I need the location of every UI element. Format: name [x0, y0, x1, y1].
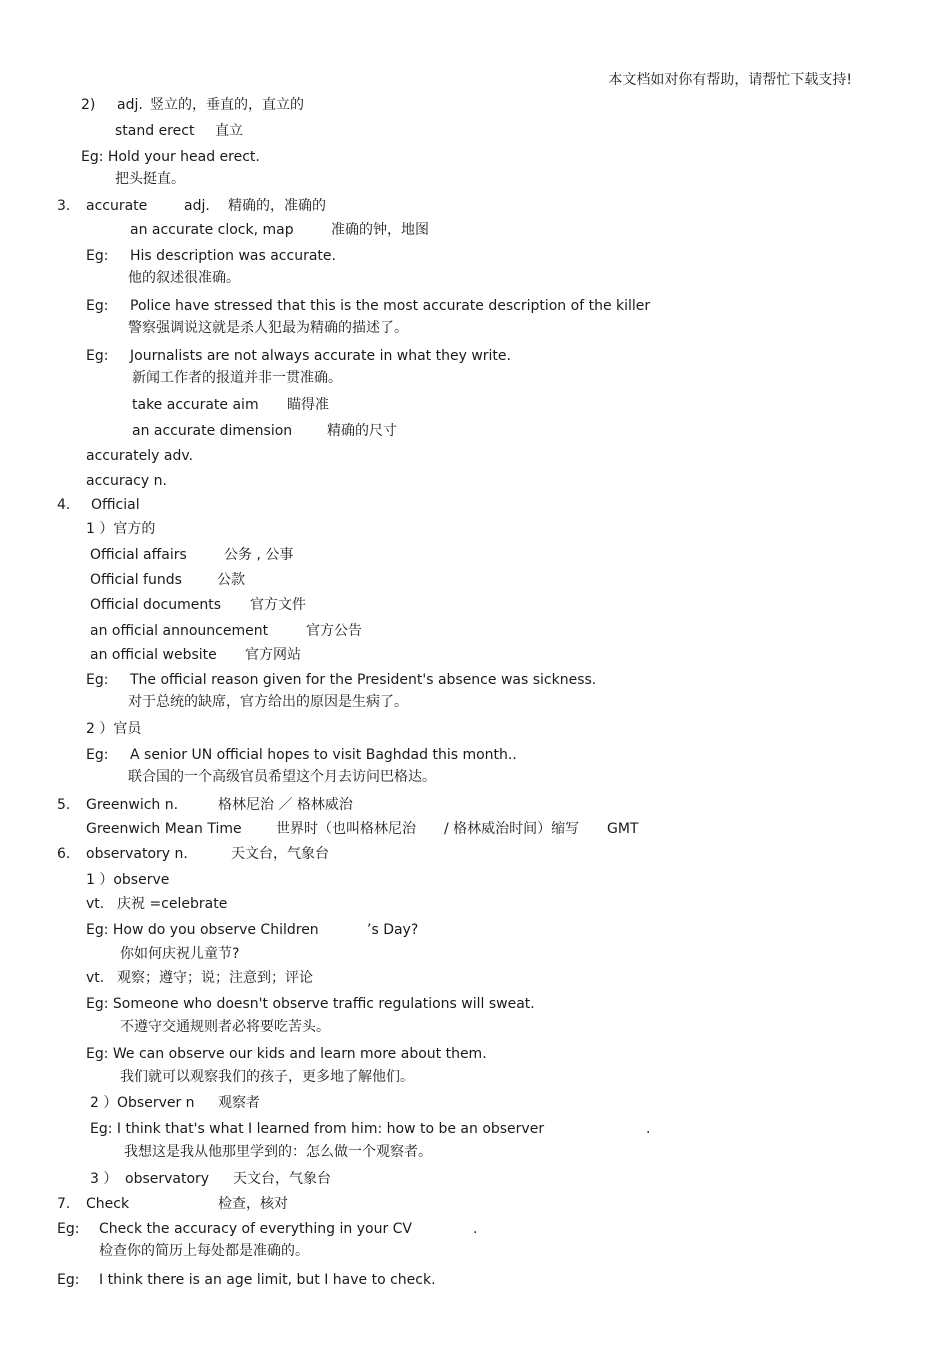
definition: 天文台，气象台 [231, 846, 329, 862]
item-number: 3. [57, 198, 71, 214]
example-translation: 你如何庆祝儿童节? [120, 946, 240, 962]
definition: 竖立的，垂直的，直立的 [150, 97, 304, 113]
item-number: 4. [57, 497, 71, 513]
example-sentence: Eg: I think that's what I learned from him: how to be an observer [90, 1121, 545, 1137]
example-translation: 对于总统的缺席，官方给出的原因是生病了。 [128, 694, 408, 710]
example-translation: 我们就可以观察我们的孩子，更多地了解他们。 [120, 1069, 414, 1085]
sense-number: 2 ） [90, 1095, 118, 1111]
phrase-translation: 直立 [215, 123, 243, 139]
part-of-speech: vt. [86, 970, 105, 986]
definition: 庆祝 =celebrate [117, 896, 228, 912]
phrase: an official announcement [90, 623, 269, 639]
example-translation: 新闻工作者的报道并非一贯准确。 [132, 370, 342, 386]
example-translation: 检查你的简历上每处都是准确的。 [99, 1243, 309, 1259]
item-number: 2) [81, 97, 96, 113]
phrase: Greenwich Mean Time [86, 821, 242, 837]
example-sentence: His description was accurate. [130, 248, 336, 264]
part-of-speech: adj. [117, 97, 143, 113]
phrase-translation: 精确的尺寸 [327, 423, 397, 439]
sense-heading: 1 ）官方的 [86, 521, 156, 537]
example-label: Eg: [86, 747, 109, 763]
example-label: Eg: [86, 672, 109, 688]
download-note: 本文档如对你有帮助，请帮忙下载支持! [608, 72, 852, 88]
definition: 天文台，气象台 [233, 1171, 331, 1187]
phrase-translation: 官方文件 [250, 597, 306, 613]
word-form: accuracy n. [86, 473, 167, 489]
example-sentence: Check the accuracy of everything in your CV [99, 1221, 413, 1237]
headword: Greenwich n. [86, 797, 179, 813]
example-sentence: Journalists are not always accurate in what they write. [130, 348, 511, 364]
phrase-translation: 世界时（也叫格林尼治 [276, 821, 416, 837]
example-sentence: Eg: Someone who doesn't observe traffic regulations will sweat. [86, 996, 535, 1012]
phrase: stand erect [115, 123, 195, 139]
example-label: Eg: [86, 348, 109, 364]
sense-number: 3 ） [90, 1171, 118, 1187]
example-sentence: I think there is an age limit, but I have to check. [99, 1272, 436, 1288]
phrase: an accurate dimension [132, 423, 293, 439]
headword: accurate [86, 198, 148, 214]
example-translation: 警察强调说这就是杀人犯最为精确的描述了。 [128, 320, 408, 336]
example-label: Eg: [86, 298, 109, 314]
example-translation: 他的叙述很准确。 [128, 270, 240, 286]
example-sentence: A senior UN official hopes to visit Baghdad this month.. [130, 747, 517, 763]
example-sentence: The official reason given for the President's absence was sickness. [130, 672, 597, 688]
headword: Check [86, 1196, 130, 1212]
phrase-translation: 官方网站 [245, 647, 301, 663]
headword: observatory [125, 1171, 210, 1187]
phrase: take accurate aim [132, 397, 259, 413]
definition: 精确的，准确的 [228, 198, 326, 214]
definition: 观察；遵守；说；注意到；评论 [117, 970, 313, 986]
sense-heading: 1 ）observe [86, 872, 170, 888]
example-sentence: Eg: We can observe our kids and learn more about them. [86, 1046, 487, 1062]
item-number: 6. [57, 846, 71, 862]
part-of-speech: adj. [184, 198, 210, 214]
example-label: Eg: [57, 1221, 80, 1237]
sentence-period: . [473, 1221, 478, 1237]
example-translation: 把头挺直。 [115, 171, 185, 187]
headword: Official [91, 497, 140, 513]
phrase-translation: 瞄得准 [287, 397, 329, 413]
headword: Observer n [117, 1095, 195, 1111]
sense-heading: 2 ）官员 [86, 721, 142, 737]
abbreviation: GMT [607, 821, 639, 837]
word-form: accurately adv. [86, 448, 194, 464]
headword: observatory n. [86, 846, 188, 862]
example-translation: 我想这是我从他那里学到的：怎么做一个观察者。 [124, 1144, 432, 1160]
phrase-translation-continued: / 格林威治时间）缩写 [444, 821, 580, 837]
phrase: Official funds [90, 572, 182, 588]
phrase: an accurate clock, map [130, 222, 294, 238]
example-sentence: Eg: How do you observe Children [86, 922, 319, 938]
phrase: an official website [90, 647, 217, 663]
phrase-translation: 准确的钟，地图 [331, 222, 429, 238]
example-sentence: Police have stressed that this is the most accurate description of the killer [130, 298, 651, 314]
phrase-translation: 公款 [217, 572, 245, 588]
definition: 观察者 [218, 1095, 260, 1111]
example-label: Eg: [57, 1272, 80, 1288]
example-label: Eg: [86, 248, 109, 264]
sentence-period: . [646, 1121, 651, 1137]
phrase: Official documents [90, 597, 221, 613]
phrase-translation: 官方公告 [306, 623, 362, 639]
part-of-speech: vt. [86, 896, 105, 912]
example-translation: 联合国的一个高级官员希望这个月去访问巴格达。 [128, 769, 436, 785]
definition: 格林尼治 ／ 格林威治 [218, 797, 353, 813]
phrase-translation: 公务 , 公事 [224, 547, 294, 563]
example-sentence-continued: ’s Day? [367, 922, 419, 938]
item-number: 5. [57, 797, 71, 813]
example-sentence: Eg: Hold your head erect. [81, 149, 260, 165]
phrase: Official affairs [90, 547, 187, 563]
item-number: 7. [57, 1196, 71, 1212]
definition: 检查，核对 [218, 1196, 288, 1212]
example-translation: 不遵守交通规则者必将要吃苦头。 [120, 1019, 330, 1035]
